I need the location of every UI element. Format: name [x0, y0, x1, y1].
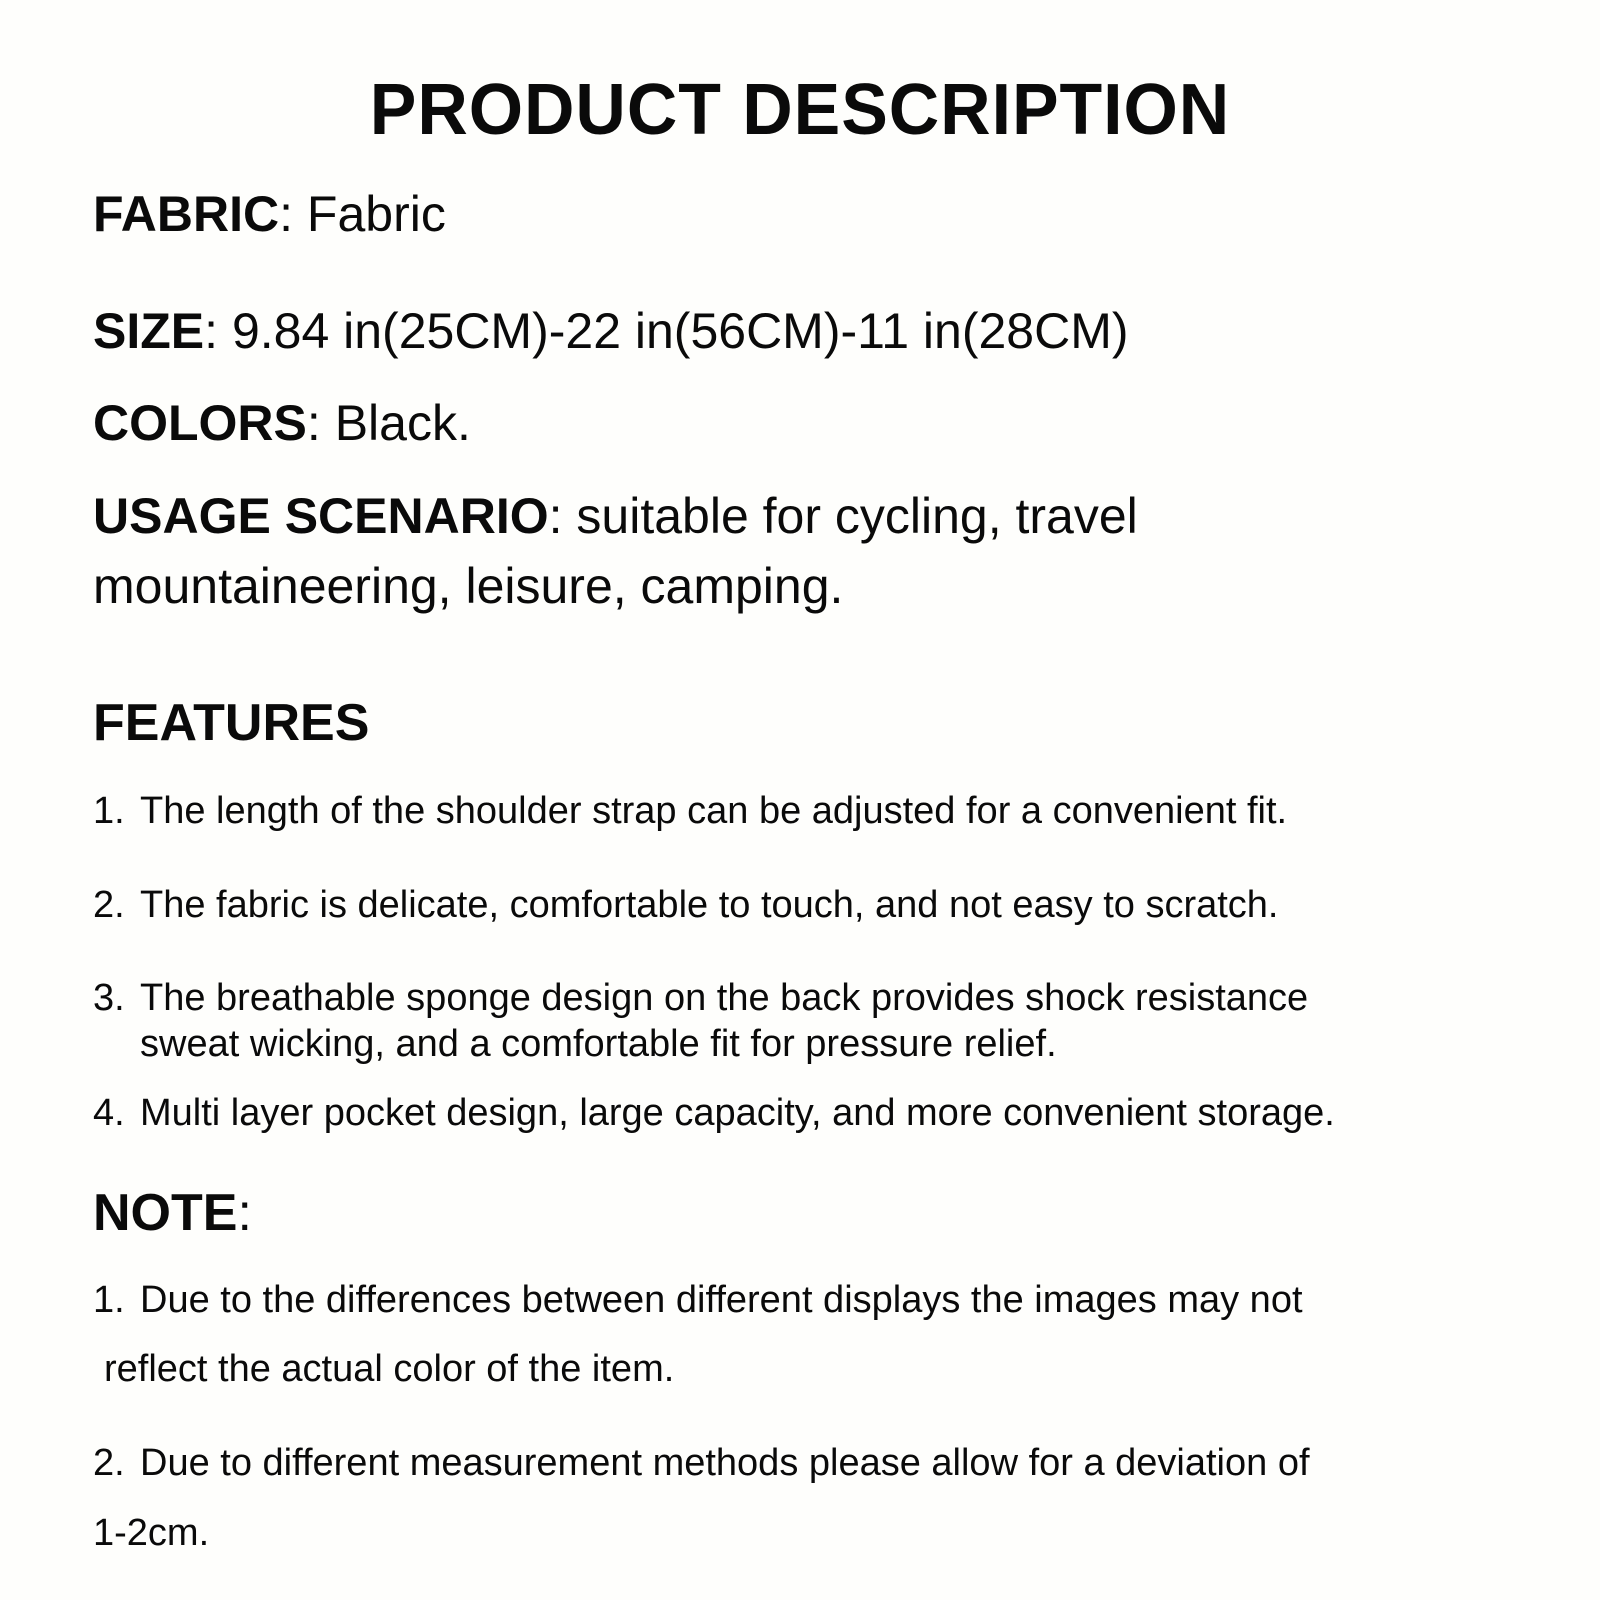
item-number: 2. — [93, 884, 125, 926]
spec-label: USAGE SCENARIO — [93, 488, 549, 544]
item-number: 1. — [93, 790, 125, 832]
item-text-line2: sweat wicking, and a comfortable fit for pressure relief. — [140, 1023, 1057, 1065]
item-number: 3. — [93, 977, 125, 1019]
item-number: 2. — [93, 1442, 125, 1484]
spec-value-line2: mountaineering, leisure, camping. — [93, 558, 844, 614]
features-heading-text: FEATURES — [93, 694, 370, 752]
item-text: Due to different measurement methods please allow for a deviation of — [140, 1442, 1310, 1484]
page-title: PRODUCT DESCRIPTION — [369, 70, 1231, 151]
spec-usage-scenario — [93, 488, 1138, 544]
note-item-continued — [104, 1346, 674, 1392]
item-text: The length of the shoulder strap can be adjusted for a convenient fit. — [140, 790, 1288, 832]
feature-item — [93, 975, 1308, 1067]
spec-colon: : — [204, 303, 232, 359]
spec-usage-scenario-continued — [93, 558, 843, 614]
feature-item — [93, 1090, 1335, 1136]
spec-colon: : — [279, 186, 307, 242]
spec-colon: : — [548, 488, 577, 544]
item-text: Due to the differences between different displays the images may not — [140, 1279, 1303, 1321]
note-item — [93, 1277, 1303, 1323]
item-text: The fabric is delicate, comfortable to touch, and not easy to scratch. — [140, 884, 1279, 926]
item-number: 4. — [93, 1092, 125, 1134]
item-number: 1. — [93, 1279, 125, 1321]
item-text: The breathable sponge design on the back provides shock resistance — [140, 977, 1309, 1019]
note-heading — [93, 1184, 252, 1242]
spec-label: FABRIC — [93, 186, 280, 242]
note-heading-colon: : — [237, 1184, 252, 1242]
note-item-continued — [93, 1510, 209, 1556]
features-heading — [93, 694, 369, 752]
item-text: Multi layer pocket design, large capacity, and more convenient storage. — [140, 1092, 1335, 1134]
spec-colors — [93, 395, 471, 451]
spec-colon: : — [306, 395, 335, 451]
feature-item — [93, 882, 1278, 928]
spec-value: Fabric — [306, 186, 446, 242]
feature-item — [93, 788, 1287, 834]
spec-value: suitable for cycling, travel — [576, 488, 1138, 544]
item-text-line2: 1-2cm. — [93, 1512, 210, 1554]
item-text-line2: reflect the actual color of the item. — [104, 1348, 675, 1390]
spec-size — [93, 303, 1129, 359]
note-heading-text: NOTE — [93, 1184, 238, 1242]
spec-fabric — [93, 186, 446, 242]
spec-value: Black. — [334, 395, 471, 451]
note-item — [93, 1440, 1310, 1486]
spec-value: 9.84 in(25CM)-22 in(56CM)-11 in(28CM) — [231, 303, 1129, 359]
spec-label: SIZE — [93, 303, 205, 359]
spec-label: COLORS — [93, 395, 307, 451]
